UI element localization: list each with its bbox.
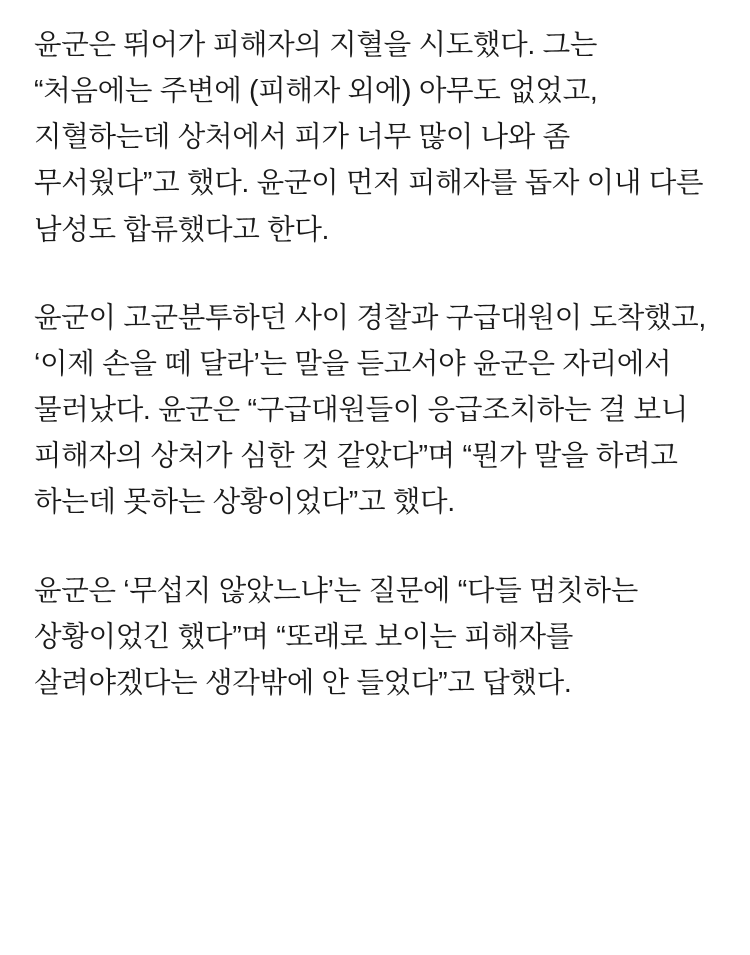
article-paragraph: 윤군은 뛰어가 피해자의 지혈을 시도했다. 그는 “처음에는 주변에 (피해자 외에) 아무도 없었고, 지혈하는데 상처에서 피가 너무 많이 나와 좀 무서웠다”고 했다. 윤군이 먼저 피해자를 돕자 이내 다른 남성도 합류했다고 한다. (34, 29, 711, 246)
article-paragraph: 윤군은 ‘무섭지 않았느냐’는 질문에 “다들 멈칫하는 상황이었긴 했다”며 “또래로 보이는 피해자를 살려야겠다는 생각밖에 안 들었다”고 답했다. (34, 574, 646, 699)
article-paragraph: 윤군이 고군분투하던 사이 경찰과 구급대원이 도착했고, ‘이제 손을 떼 달라’는 말을 듣고서야 윤군은 자리에서 물러났다. 윤군은 “구급대원들이 응급조치하는 걸 보니 피해자의 상처가 심한 것 같았다”며 “뭔가 말을 하려고 하는데 못하는 상황이었다”고 했다. (34, 301, 714, 519)
